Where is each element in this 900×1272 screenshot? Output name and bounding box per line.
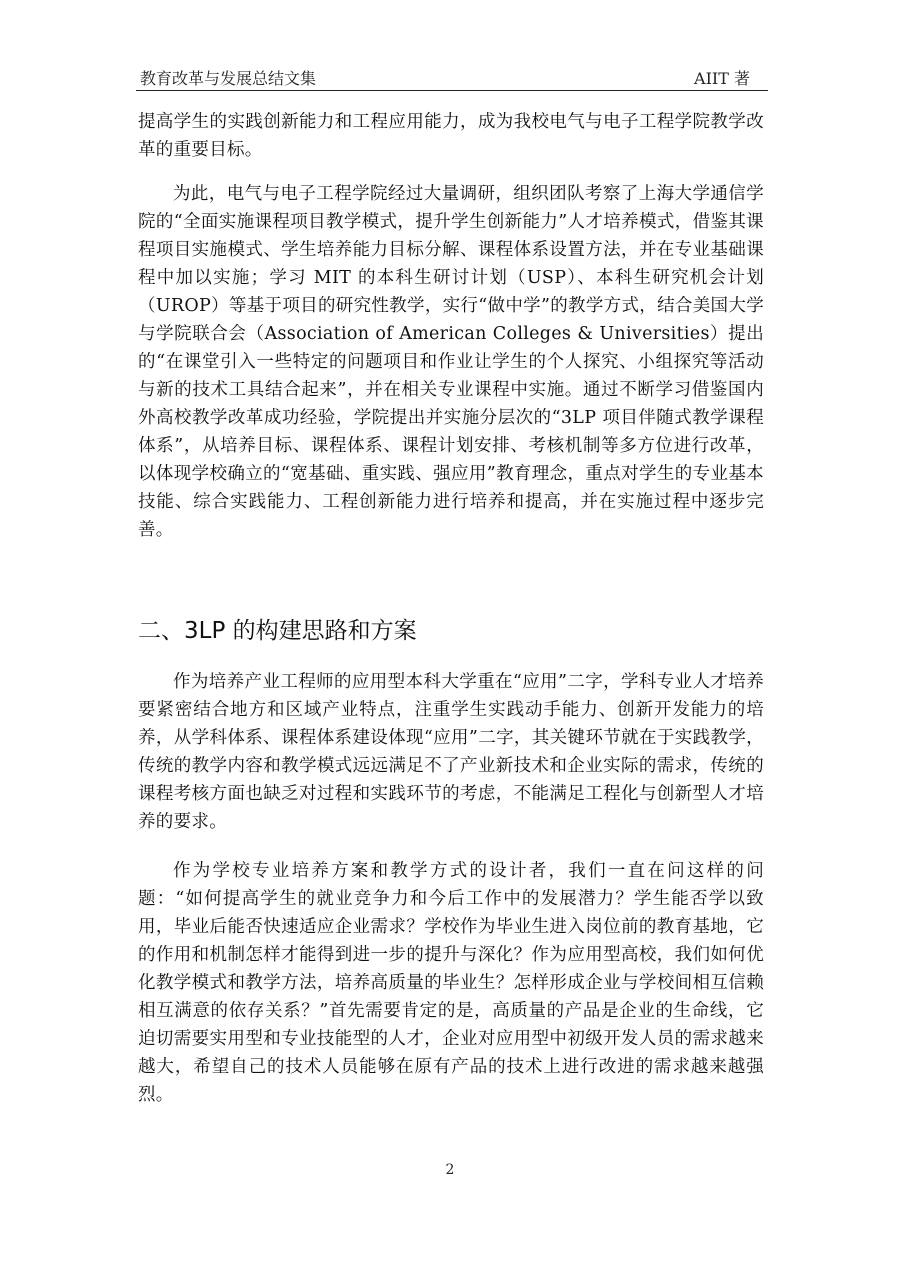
paragraph-4: 作为学校专业培养方案和教学方式的设计者，我们一直在问这样的问题：“如何提高学生的就业竞争力和今后工作中的发展潜力？学生能否学以致用，毕业后能否快速适应企业需求？学校作为毕业生进入岗位前的教育基地，它的作用和机制怎样才能得到进一步的提升与深化？作为应用型高校，我们如何优化教学模式和教学方法，培养高质量的毕业生？怎样形成企业与学校间相互信赖相互满意的依存关系？”首先需要肯定的是，高质量的产品是企业的生命线，它迫切需要实用型和专业技能型的人才，企业对应用型中初级开发人员的需求越来越大，希望自己的技术人员能够在原有产品的技术上进行改进的需求越来越强烈。 <box>138 861 764 1105</box>
section-heading: 二、3LP 的构建思路和方案 <box>138 618 417 644</box>
header-title: 教育改革与发展总结文集 <box>140 69 317 88</box>
paragraph-1: 提高学生的实践创新能力和工程应用能力，成为我校电气与电子工程学院教学改革的重要目标。 <box>138 112 764 160</box>
running-header <box>136 66 768 90</box>
header-author: AIIT 著 <box>694 69 750 88</box>
page-number: 2 <box>445 1162 455 1178</box>
paragraph-3: 作为培养产业工程师的应用型本科大学重在“应用”二字，学科专业人才培养要紧密结合地方和区域产业特点，注重学生实践动手能力、创新开发能力的培养，从学科体系、课程体系建设体现“应用”二字，其关键环节就在于实践教学，传统的教学内容和教学模式远远满足不了产业新技术和企业实际的需求，传统的课程考核方面也缺乏对过程和实践环节的考虑，不能满足工程化与创新型人才培养的要求。 <box>138 672 764 832</box>
header-rule <box>136 90 768 91</box>
paragraph-2: 为此，电气与电子工程学院经过大量调研，组织团队考察了上海大学通信学院的“全面实施课程项目教学模式，提升学生创新能力”人才培养模式，借鉴其课程项目实施模式、学生培养能力目标分解、课程体系设置方法，并在专业基础课程中加以实施；学习 MIT 的本科生研讨计划（USP）、本科生研究机会计划（UROP）等基于项目的研究性教学，实行“做中学”的教学方式，结合美国大学与学院联合会（Association of American Colleges & Universities）提出的“在课堂引入一些特定的问题项目和作业让学生的个人探究、小组探究等活动与新的技术工具结合起来”，并在相关专业课程中实施。通过不断学习借鉴国内外高校教学改革成功经验，学院提出并实施分层次的“3LP 项目伴随式教学课程体系”，从培养目标、课程体系、课程计划安排、考核机制等多方位进行改革，以体现学校确立的“宽基础、重实践、强应用”教育理念，重点对学生的专业基本技能、综合实践能力、工程创新能力进行培养和提高，并在实施过程中逐步完善。 <box>138 184 764 540</box>
